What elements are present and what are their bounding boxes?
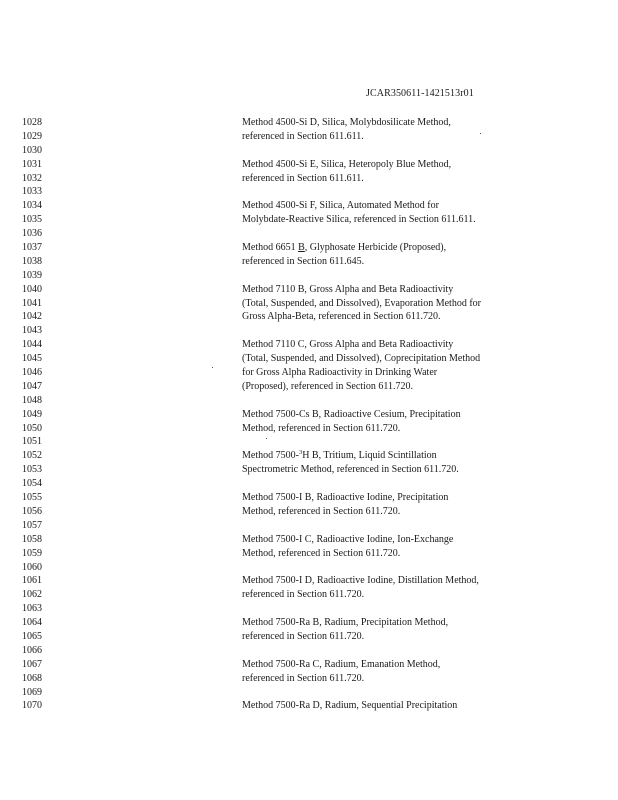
line-number: 1051 — [22, 436, 42, 448]
text-line-1064: Method 7500-Ra B, Radium, Precipitation Method, — [242, 617, 449, 629]
text-line-1070: Method 7500-Ra D, Radium, Sequential Precipitation — [242, 700, 458, 712]
line-number: 1066 — [22, 644, 42, 656]
line-number: 1065 — [22, 630, 42, 642]
line-number: 1028 — [22, 117, 42, 128]
text-line-1048 — [242, 394, 602, 408]
text-line-1046: for Gross Alpha Radioactivity in Drinking Water — [242, 367, 438, 379]
text-line-1035: Molybdate-Reactive Silica, referenced in Section 611.611. — [242, 214, 476, 226]
text-segment: Method 6651 — [242, 242, 299, 254]
text-line-1065: referenced in Section 611.720. — [242, 630, 365, 642]
line-number: 1060 — [22, 561, 42, 573]
text-line-1042: Gross Alpha-Beta, referenced in Section 611.720. — [242, 311, 441, 323]
text-line-1043 — [242, 324, 602, 338]
line-number: 1056 — [22, 505, 42, 517]
text-line-1051 — [242, 435, 602, 449]
line-number: 1031 — [22, 158, 42, 170]
line-number: 1048 — [22, 394, 42, 406]
line-number: 1045 — [22, 353, 42, 365]
text-line-1060 — [242, 561, 602, 575]
text-line-1059: Method, referenced in Section 611.720. — [242, 547, 401, 559]
line-number: 1053 — [22, 464, 42, 476]
line-number: 1069 — [22, 686, 42, 698]
line-number: 1061 — [22, 575, 42, 587]
text-line-1066 — [242, 644, 602, 658]
scan-speck — [212, 367, 213, 368]
text-line-1050: Method, referenced in Section 611.720. — [242, 422, 401, 434]
text-line-1052 — [242, 449, 602, 463]
line-number: 1033 — [22, 186, 42, 198]
line-number: 1042 — [22, 311, 42, 323]
line-number: 1038 — [22, 255, 42, 267]
line-number: 1035 — [22, 214, 42, 226]
text-line-1067: Method 7500-Ra C, Radium, Emanation Method, — [242, 658, 441, 670]
document-id-header: JCAR350611-1421513r01 — [366, 88, 474, 99]
line-number: 1050 — [22, 422, 42, 434]
line-number: 1067 — [22, 658, 42, 670]
text-line-1069 — [242, 686, 602, 700]
text-line-1028: Method 4500-Si D, Silica, Molybdosilicate Method, — [242, 117, 451, 128]
line-number: 1058 — [22, 533, 42, 545]
document-body — [242, 116, 602, 713]
scan-speck — [480, 133, 481, 134]
line-number-column — [22, 116, 62, 713]
line-number: 1052 — [22, 450, 42, 462]
line-number: 1062 — [22, 589, 42, 601]
line-number: 1068 — [22, 672, 42, 684]
text-line-1030 — [242, 144, 602, 158]
text-line-1058: Method 7500-I C, Radioactive Iodine, Ion-Exchange — [242, 533, 454, 545]
line-number: 1047 — [22, 380, 42, 392]
line-number: 1029 — [22, 130, 42, 142]
text-line-1054 — [242, 477, 602, 491]
text-segment: , Glyphosate Herbicide (Proposed), — [304, 242, 447, 254]
text-line-1063 — [242, 602, 602, 616]
line-number: 1040 — [22, 283, 42, 295]
line-number: 1036 — [22, 228, 42, 240]
text-line-1056: Method, referenced in Section 611.720. — [242, 505, 401, 517]
superscript: 3 — [298, 449, 303, 457]
text-line-1068: referenced in Section 611.720. — [242, 672, 365, 684]
text-line-1031: Method 4500-Si E, Silica, Heteropoly Blue Method, — [242, 158, 452, 170]
scan-speck — [266, 438, 267, 439]
text-line-1039 — [242, 269, 602, 283]
line-number: 1046 — [22, 367, 42, 379]
text-segment: H B, Tritium, Liquid Scintillation — [302, 450, 437, 462]
line-number: 1063 — [22, 603, 42, 615]
text-line-1044: Method 7110 C, Gross Alpha and Beta Radioactivity — [242, 339, 454, 351]
text-line-1045: (Total, Suspended, and Dissolved), Coprecipitation Method — [242, 353, 481, 365]
line-number: 1039 — [22, 269, 42, 281]
text-line-1033 — [242, 185, 602, 199]
text-line-1036 — [242, 227, 602, 241]
line-number: 1037 — [22, 242, 42, 254]
text-line-1034: Method 4500-Si F, Silica, Automated Method for — [242, 200, 439, 212]
text-line-1061: Method 7500-I D, Radioactive Iodine, Distillation Method, — [242, 575, 479, 587]
text-line-1055: Method 7500-I B, Radioactive Iodine, Precipitation — [242, 492, 449, 504]
text-line-1032: referenced in Section 611.611. — [242, 172, 364, 184]
line-number: 1044 — [22, 339, 42, 351]
underlined-text: B — [298, 242, 305, 254]
text-line-1040: Method 7110 B, Gross Alpha and Beta Radioactivity — [242, 283, 454, 295]
line-number: 1070 — [22, 700, 42, 712]
text-line-1049: Method 7500-Cs B, Radioactive Cesium, Precipitation — [242, 408, 461, 420]
line-number: 1055 — [22, 492, 42, 504]
text-line-1038: referenced in Section 611.645. — [242, 255, 365, 267]
text-line-1053: Spectrometric Method, referenced in Section 611.720. — [242, 464, 459, 476]
text-segment: Method 7500- — [242, 450, 299, 462]
line-number: 1064 — [22, 617, 42, 629]
text-line-1057 — [242, 519, 602, 533]
line-number: 1054 — [22, 478, 42, 490]
text-line-1047: (Proposed), referenced in Section 611.720. — [242, 380, 413, 392]
line-number: 1041 — [22, 297, 42, 309]
text-line-1037 — [242, 241, 602, 255]
line-number: 1043 — [22, 325, 42, 337]
text-line-1041: (Total, Suspended, and Dissolved), Evaporation Method for — [242, 297, 481, 309]
line-number: 1057 — [22, 519, 42, 531]
line-number: 1034 — [22, 200, 42, 212]
text-line-1029: referenced in Section 611.611. — [242, 130, 364, 142]
line-number: 1049 — [22, 408, 42, 420]
line-number: 1032 — [22, 172, 42, 184]
line-number: 1059 — [22, 547, 42, 559]
text-line-1062: referenced in Section 611.720. — [242, 589, 365, 601]
line-number: 1030 — [22, 144, 42, 156]
